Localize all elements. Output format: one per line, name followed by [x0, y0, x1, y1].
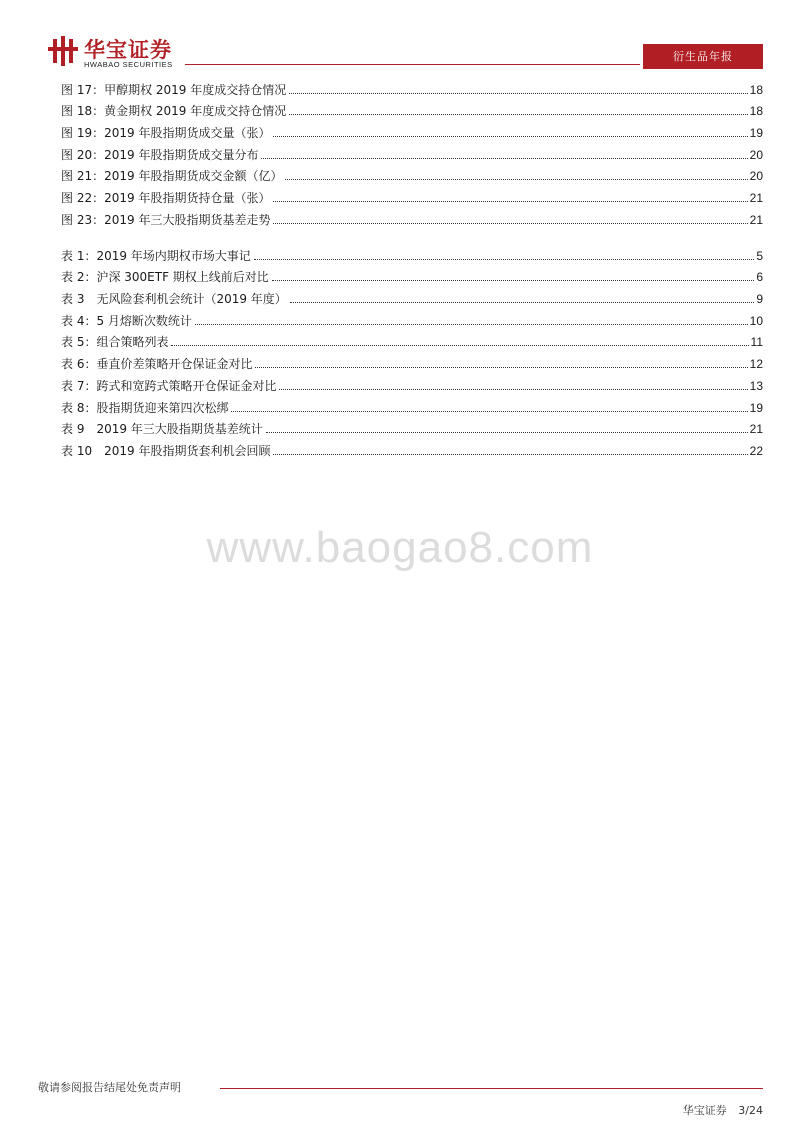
toc-leader-dots [290, 301, 755, 303]
toc-entry-page: 10 [749, 313, 763, 328]
toc-entry[interactable] [61, 350, 763, 372]
toc-entry-title: 表 3 无风险套利机会统计（2019 年度） [61, 292, 287, 307]
toc-leader-dots [261, 157, 747, 159]
toc-leader-dots [272, 279, 755, 281]
toc-entry-page: 5 [756, 248, 763, 263]
toc-entry[interactable] [61, 264, 763, 286]
toc-entry-title: 图 21：2019 年股指期货成交金额（亿） [61, 169, 283, 184]
toc-entry-page: 20 [749, 169, 763, 184]
toc-entry-title: 表 7：跨式和宽跨式策略开仓保证金对比 [61, 378, 277, 393]
toc-entry-page: 21 [749, 212, 763, 227]
report-type-badge: 衍生品年报 [643, 44, 763, 69]
toc-entry-title: 表 4：5 月熔断次数统计 [61, 313, 192, 328]
toc-entry[interactable] [61, 76, 763, 98]
toc-entry-page: 9 [756, 292, 763, 307]
figure-index [61, 76, 763, 228]
toc-leader-dots [273, 453, 747, 455]
toc-leader-dots [289, 92, 747, 94]
toc-entry[interactable] [61, 98, 763, 120]
toc-entry[interactable] [61, 307, 763, 329]
toc-entry-title: 图 19：2019 年股指期货成交量（张） [61, 126, 271, 141]
disclaimer-note: 敬请参阅报告结尾处免责声明 [38, 1081, 181, 1094]
toc-entry-title: 表 8：股指期货迎来第四次松绑 [61, 400, 229, 415]
toc-entry[interactable] [61, 437, 763, 459]
toc-entry-title: 图 18：黄金期权 2019 年度成交持仓情况 [61, 104, 287, 119]
toc-entry[interactable] [61, 285, 763, 307]
toc-entry-title: 表 10 2019 年股指期货套利机会回顾 [61, 443, 271, 458]
toc-entry-title: 图 20：2019 年股指期货成交量分布 [61, 147, 259, 162]
toc-leader-dots [273, 200, 747, 202]
brand-name-cn: 华宝证券 [84, 38, 172, 62]
toc-leader-dots [195, 323, 748, 325]
footer-divider [220, 1088, 763, 1089]
toc-entry-page: 22 [749, 443, 763, 458]
toc-entry-title: 图 22：2019 年股指期货持仓量（张） [61, 191, 271, 206]
toc-entry[interactable] [61, 329, 763, 351]
toc-entry[interactable] [61, 119, 763, 141]
toc-entry[interactable] [61, 242, 763, 264]
toc-leader-dots [255, 366, 747, 368]
toc-entry[interactable] [61, 416, 763, 438]
footer-info [675, 1102, 763, 1118]
toc-entry-title: 表 6：垂直价差策略开仓保证金对比 [61, 357, 253, 372]
toc-leader-dots [254, 258, 755, 260]
toc-entry-page: 19 [749, 126, 763, 141]
toc-entry-page: 21 [749, 191, 763, 206]
hwabao-logo-icon [48, 36, 78, 66]
toc-entry-page: 12 [749, 357, 763, 372]
toc-entry-title: 图 17：甲醇期权 2019 年度成交持仓情况 [61, 82, 287, 97]
page-header [0, 0, 800, 75]
toc-entry-page: 20 [749, 147, 763, 162]
toc-leader-dots [289, 113, 747, 115]
header-divider [185, 64, 640, 65]
toc-entry-page: 6 [756, 270, 763, 285]
toc-leader-dots [273, 135, 747, 137]
toc-entry[interactable] [61, 372, 763, 394]
toc-entry[interactable] [61, 141, 763, 163]
table-index [61, 242, 763, 459]
toc-entry-page: 13 [749, 378, 763, 393]
toc-entry-page: 21 [749, 422, 763, 437]
toc-entry-page: 19 [749, 400, 763, 415]
toc-entry-title: 表 2：沪深 300ETF 期权上线前后对比 [61, 270, 269, 285]
toc-leader-dots [171, 344, 748, 346]
toc-leader-dots [285, 178, 747, 180]
brand-name-en: HWABAO SECURITIES [84, 60, 173, 69]
toc-entry-title: 表 5：组合策略列表 [61, 335, 169, 350]
toc-entry-page: 11 [750, 335, 763, 350]
toc-entry-title: 表 1：2019 年场内期权市场大事记 [61, 248, 251, 263]
toc-leader-dots [231, 410, 747, 412]
toc-entry-title: 表 9 2019 年三大股指期货基差统计 [61, 422, 263, 437]
toc-leader-dots [273, 222, 747, 224]
toc-leader-dots [266, 431, 748, 433]
toc-leader-dots [279, 388, 747, 390]
toc-entry[interactable] [61, 184, 763, 206]
toc-entry[interactable] [61, 163, 763, 185]
watermark: www.baogao8.com [206, 523, 594, 572]
toc-entry[interactable] [61, 394, 763, 416]
page-number: 3/24 [738, 1104, 763, 1117]
toc-entry-title: 图 23：2019 年三大股指期货基差走势 [61, 212, 271, 227]
toc-entry[interactable] [61, 206, 763, 228]
toc-entry-page: 18 [749, 82, 763, 97]
footer-company: 华宝证券 [682, 1104, 727, 1117]
toc-entry-page: 18 [749, 104, 763, 119]
